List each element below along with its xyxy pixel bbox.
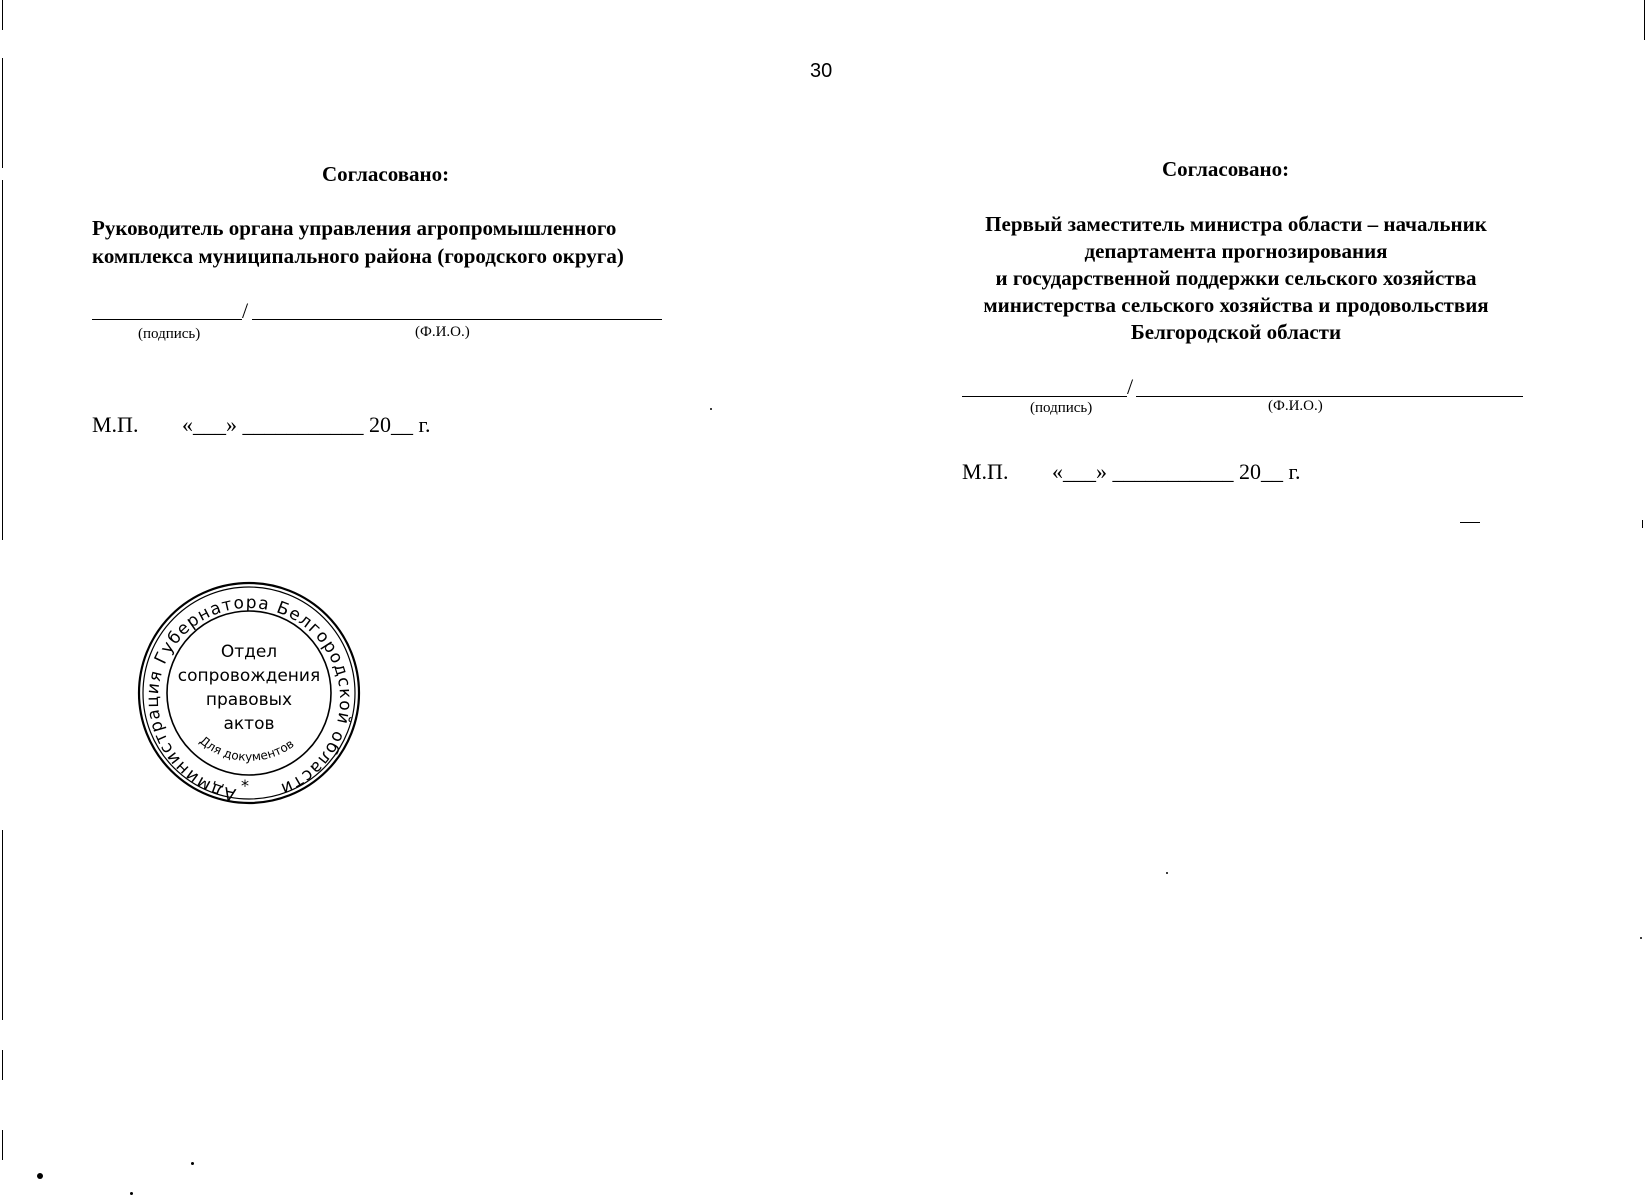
right-title-line-2: департамента прогнозирования <box>1084 239 1388 263</box>
scan-margin-mark <box>1644 0 1645 40</box>
right-signature-line <box>962 396 1127 397</box>
left-name-line <box>252 319 662 320</box>
left-name-caption: (Ф.И.О.) <box>415 324 470 340</box>
stamp-inner-line-2: сопровождения <box>177 666 321 686</box>
right-name-caption: (Ф.И.О.) <box>1268 398 1323 414</box>
scan-speck <box>191 1162 194 1165</box>
round-stamp <box>136 578 362 808</box>
stamp-graphic <box>136 578 362 808</box>
scan-margin-mark <box>1642 520 1643 528</box>
scan-speck <box>130 1192 133 1195</box>
scan-speck <box>710 408 712 410</box>
stamp-star: * <box>241 776 249 795</box>
scan-speck <box>1166 872 1168 874</box>
left-signature-separator: / <box>242 298 249 323</box>
left-mp-label: М.П. <box>92 412 139 437</box>
scan-speck <box>1460 522 1480 523</box>
right-date-line: «___» ___________ 20__ г. <box>1052 459 1301 484</box>
scan-margin-mark <box>2 180 3 540</box>
scan-margin-mark <box>2 830 3 1020</box>
left-title-line-2: комплекса муниципального района (городского округа) <box>92 244 624 268</box>
stamp-outer-text: Администрация Губернатора Белгородской области <box>142 592 356 805</box>
left-title-line-1: Руководитель органа управления агропромышленного <box>92 216 617 240</box>
left-approval-heading: Согласовано: <box>322 162 450 186</box>
scan-margin-mark <box>2 1130 3 1160</box>
stamp-inner-line-3: правовых <box>205 690 293 710</box>
left-signature-caption: (подпись) <box>138 326 201 342</box>
right-title-line-5: Белгородской области <box>1130 320 1342 344</box>
right-name-line <box>1136 396 1523 397</box>
scan-speck <box>37 1173 43 1179</box>
right-title-line-1: Первый заместитель министра области – начальник <box>985 212 1487 236</box>
right-title-line-4: министерства сельского хозяйства и продовольствия <box>983 293 1489 317</box>
right-signature-caption: (подпись) <box>1030 400 1093 416</box>
stamp-bottom-text: Для документов <box>196 733 297 764</box>
right-signature-separator: / <box>1127 374 1134 399</box>
left-signature-line <box>92 319 242 320</box>
scan-speck <box>1640 937 1642 939</box>
right-mp-label: М.П. <box>962 459 1009 484</box>
stamp-inner-line-4: актов <box>223 714 275 734</box>
scan-margin-mark <box>2 1050 3 1080</box>
stamp-inner-line-1: Отдел <box>220 642 278 662</box>
right-approval-heading: Согласовано: <box>1162 157 1290 181</box>
page-number: 30 <box>810 60 833 82</box>
left-date-line: «___» ___________ 20__ г. <box>182 412 431 437</box>
right-title-line-3: и государственной поддержки сельского хозяйства <box>995 266 1477 290</box>
scan-margin-mark <box>2 58 3 168</box>
scan-margin-mark <box>2 0 3 30</box>
